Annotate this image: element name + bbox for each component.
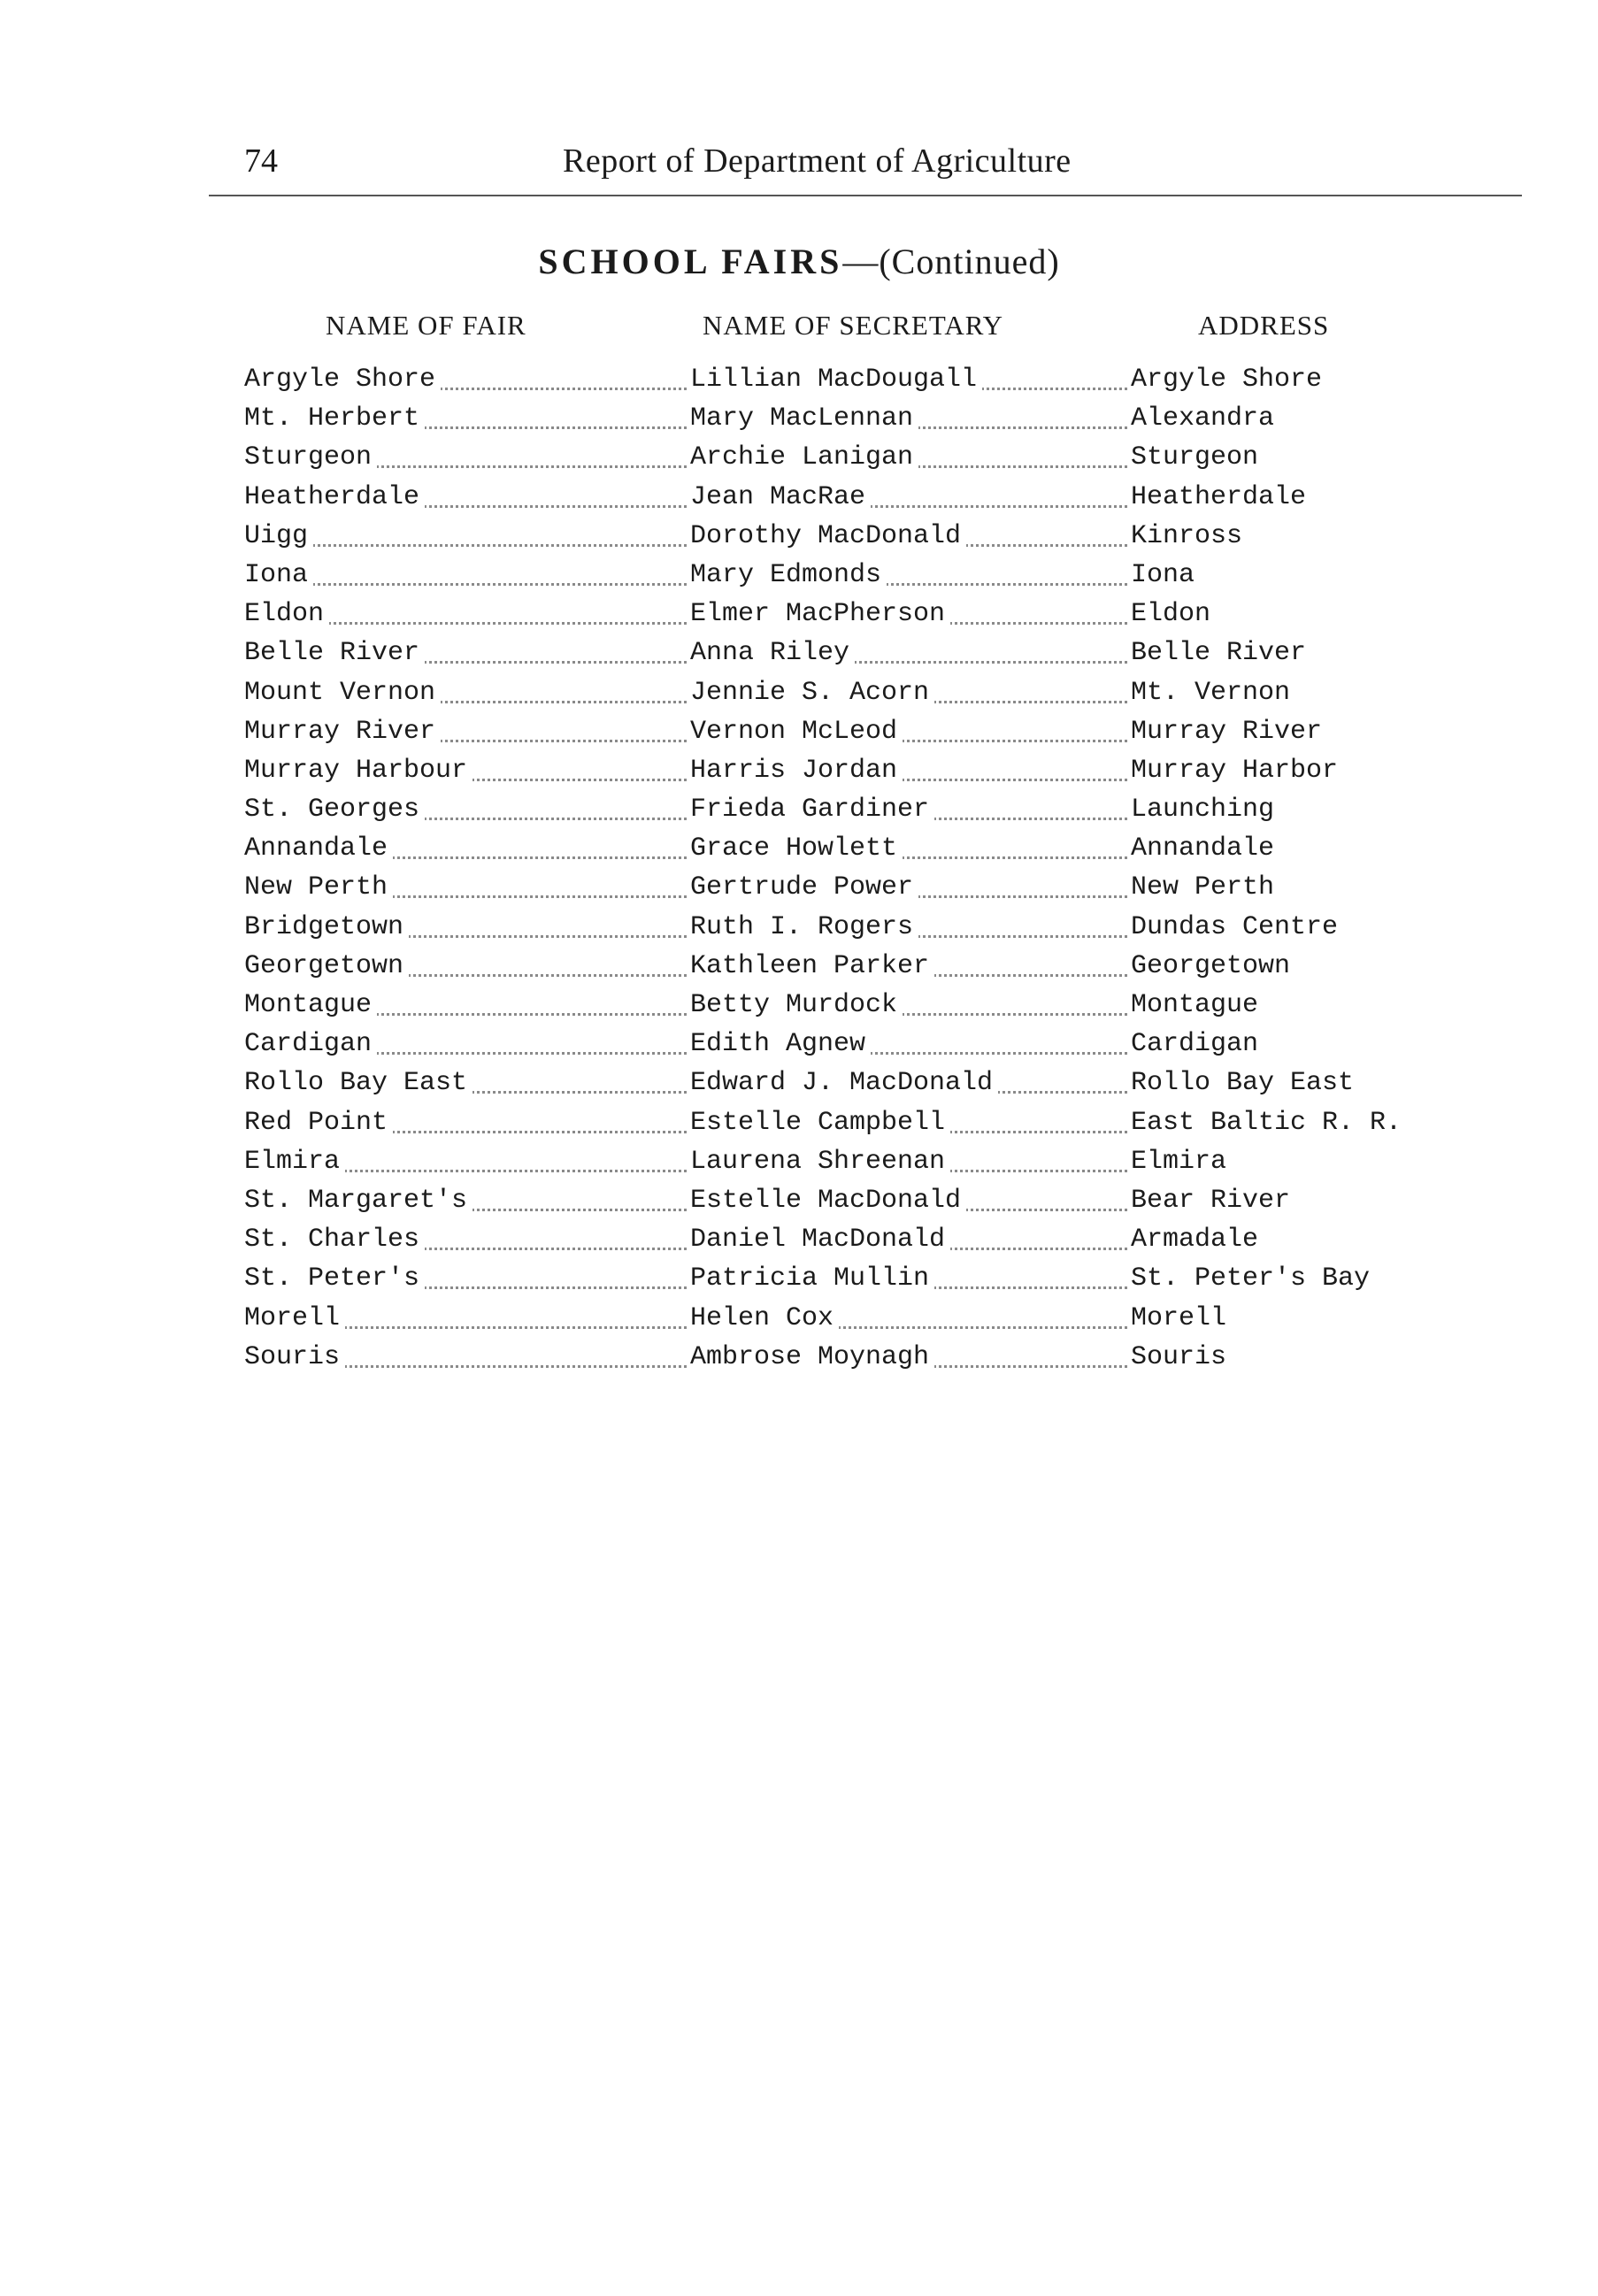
secretary-name: Kathleen Parker — [687, 951, 934, 981]
table-row — [244, 479, 1430, 518]
secretary-name: Grace Howlett — [687, 833, 903, 864]
fair-name: Bridgetown — [244, 912, 409, 942]
fair-name: New Perth — [244, 872, 393, 902]
table-row — [244, 752, 1430, 791]
secretary-name: Laurena Shreenan — [687, 1147, 950, 1177]
table-row — [244, 713, 1430, 752]
address: St. Peter's Bay — [1127, 1263, 1370, 1294]
header-rule — [209, 195, 1522, 196]
address: Heatherdale — [1127, 482, 1306, 512]
table-row — [244, 1182, 1430, 1221]
column-header-secretary: NAME OF SECRETARY — [703, 310, 1004, 341]
address: Launching — [1127, 795, 1274, 825]
fairs-table — [244, 361, 1430, 1378]
fair-name: St. Peter's — [244, 1263, 425, 1294]
address: Annandale — [1127, 833, 1274, 864]
fair-name: Iona — [244, 560, 313, 590]
fair-name: Uigg — [244, 521, 313, 551]
secretary-name: Jennie S. Acorn — [687, 678, 934, 708]
address: Dundas Centre — [1127, 912, 1338, 942]
fair-name: Cardigan — [244, 1029, 377, 1059]
fair-name: Morell — [244, 1303, 345, 1333]
secretary-name: Dorothy MacDonald — [687, 521, 966, 551]
page-header — [244, 142, 1253, 186]
table-row — [244, 674, 1430, 713]
leader-dots — [253, 544, 687, 547]
secretary-name: Archie Lanigan — [687, 442, 918, 472]
table-row — [244, 595, 1430, 634]
address: Murray Harbor — [1127, 756, 1338, 786]
secretary-name: Mary Edmonds — [687, 560, 887, 590]
fair-name: Eldon — [244, 599, 329, 629]
leader-dots — [253, 583, 687, 586]
secretary-name: Patricia Mullin — [687, 1263, 934, 1294]
secretary-name: Ruth I. Rogers — [687, 912, 918, 942]
address: Montague — [1127, 990, 1258, 1020]
table-row — [244, 948, 1430, 987]
table-row — [244, 1300, 1430, 1339]
secretary-name: Jean MacRae — [687, 482, 871, 512]
table-row — [244, 361, 1430, 400]
section-title-main: SCHOOL FAIRS — [538, 242, 843, 281]
table-row — [244, 791, 1430, 830]
address: East Baltic R. R. — [1127, 1108, 1402, 1138]
address: Mt. Vernon — [1127, 678, 1290, 708]
secretary-name: Edith Agnew — [687, 1029, 871, 1059]
fair-name: Sturgeon — [244, 442, 377, 472]
address: New Perth — [1127, 872, 1274, 902]
table-row — [244, 830, 1430, 869]
section-title — [0, 241, 1598, 282]
secretary-name: Vernon McLeod — [687, 717, 903, 747]
address: Souris — [1127, 1342, 1226, 1372]
address: Kinross — [1127, 521, 1242, 551]
table-row — [244, 1260, 1430, 1299]
fair-name: Red Point — [244, 1108, 393, 1138]
fair-name: Montague — [244, 990, 377, 1020]
address: Georgetown — [1127, 951, 1290, 981]
secretary-name: Betty Murdock — [687, 990, 903, 1020]
address: Morell — [1127, 1303, 1226, 1333]
table-row — [244, 1025, 1430, 1064]
fair-name: Elmira — [244, 1147, 345, 1177]
running-head: Report of Department of Agriculture — [563, 142, 1072, 180]
secretary-name: Frieda Gardiner — [687, 795, 934, 825]
table-row — [244, 439, 1430, 478]
address: Elmira — [1127, 1147, 1226, 1177]
fair-name: Heatherdale — [244, 482, 425, 512]
secretary-name: Estelle MacDonald — [687, 1186, 966, 1216]
secretary-name: Anna Riley — [687, 638, 855, 668]
address: Alexandra — [1127, 403, 1274, 434]
page-number: 74 — [244, 142, 278, 180]
table-row — [244, 869, 1430, 908]
section-title-suffix: —(Continued) — [842, 242, 1060, 281]
table-row — [244, 1104, 1430, 1143]
secretary-name: Lillian MacDougall — [687, 365, 982, 395]
secretary-name: Helen Cox — [687, 1303, 839, 1333]
table-row — [244, 400, 1430, 439]
address: Armadale — [1127, 1225, 1258, 1255]
fair-name: Belle River — [244, 638, 425, 668]
fair-name: Mount Vernon — [244, 678, 441, 708]
secretary-name: Mary MacLennan — [687, 403, 918, 434]
fair-name: Argyle Shore — [244, 365, 441, 395]
address: Sturgeon — [1127, 442, 1258, 472]
address: Murray River — [1127, 717, 1322, 747]
secretary-name: Gertrude Power — [687, 872, 918, 902]
fair-name: Rollo Bay East — [244, 1068, 472, 1098]
table-row — [244, 987, 1430, 1025]
table-row — [244, 557, 1430, 595]
address: Iona — [1127, 560, 1195, 590]
fair-name: Souris — [244, 1342, 345, 1372]
secretary-name: Edward J. MacDonald — [687, 1068, 998, 1098]
table-row — [244, 634, 1430, 673]
table-row — [244, 1143, 1430, 1182]
fair-name: Annandale — [244, 833, 393, 864]
address: Cardigan — [1127, 1029, 1258, 1059]
column-header-address: ADDRESS — [1198, 310, 1330, 341]
secretary-name: Harris Jordan — [687, 756, 903, 786]
fair-name: St. Margaret's — [244, 1186, 472, 1216]
fair-name: Murray River — [244, 717, 441, 747]
column-headers — [0, 310, 1598, 349]
table-row — [244, 1221, 1430, 1260]
fair-name: Georgetown — [244, 951, 409, 981]
address: Bear River — [1127, 1186, 1290, 1216]
address: Eldon — [1127, 599, 1210, 629]
address: Rollo Bay East — [1127, 1068, 1354, 1098]
fair-name: St. Charles — [244, 1225, 425, 1255]
table-row — [244, 1339, 1430, 1378]
table-row — [244, 1064, 1430, 1103]
address: Belle River — [1127, 638, 1306, 668]
secretary-name: Estelle Campbell — [687, 1108, 950, 1138]
fair-name: Mt. Herbert — [244, 403, 425, 434]
table-row — [244, 909, 1430, 948]
secretary-name: Elmer MacPherson — [687, 599, 950, 629]
address: Argyle Shore — [1127, 365, 1322, 395]
fair-name: St. Georges — [244, 795, 425, 825]
table-row — [244, 518, 1430, 557]
secretary-name: Ambrose Moynagh — [687, 1342, 934, 1372]
column-header-fair: NAME OF FAIR — [326, 310, 526, 341]
fair-name: Murray Harbour — [244, 756, 472, 786]
secretary-name: Daniel MacDonald — [687, 1225, 950, 1255]
